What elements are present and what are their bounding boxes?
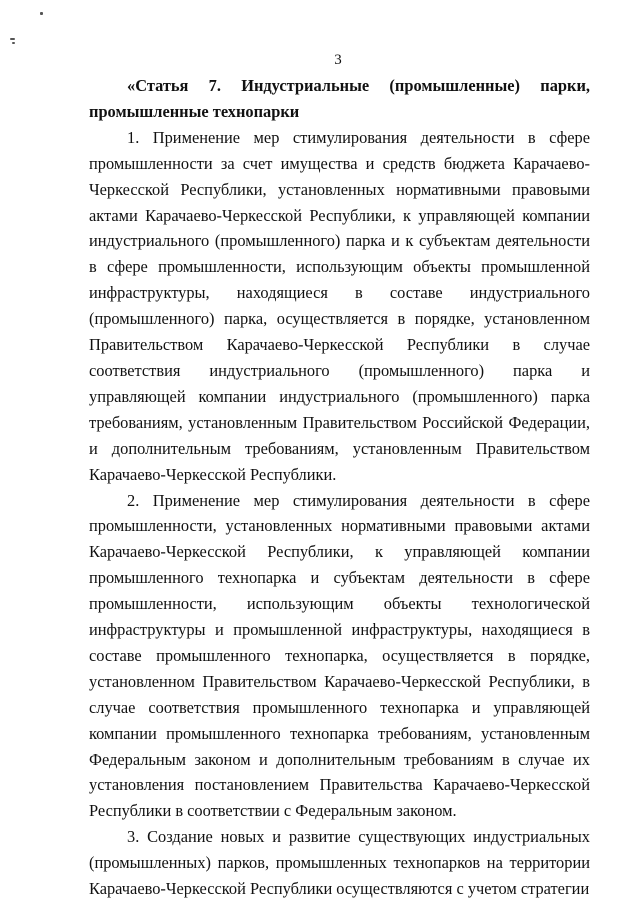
scan-artifact-dot: [40, 12, 43, 15]
document-body: [89, 73, 590, 902]
scan-artifact-mark: [12, 42, 15, 44]
paragraph-3: 3. Создание новых и развитие существующих индустриальных (промышленных) парков, промышленных технопарков на территории Карачаево-Черкесской Республики осуществляются с учетом стратегии: [89, 827, 590, 899]
scan-artifact-mark: [10, 38, 15, 40]
paragraph-1: 1. Применение мер стимулирования деятельности в сфере промышленности за счет имущества и средств бюджета Карачаево-Черкесской Республики, установленных нормативными правовыми актами Карачаево-Черкесской Республики, к управляющей компании индустриального (промышленного) парка и к субъектам деятельности в сфере промышленности, использующим объекты промышленной инфраструктуры, находящиеся в составе индустриального (промышленного) парка, осуществляется в порядке, установленном Правительством Карачаево-Черкесской Республики в случае соответствия индустриального (промышленного) парка и управляющей компании индустриального (промышленного) парка требованиям, установленным Правительством Российской Федерации, и дополнительным требованиям, установленным Правительством Карачаево-Черкесской Республики.: [89, 127, 590, 484]
page-number: 3: [334, 52, 342, 68]
paragraph-2: 2. Применение мер стимулирования деятельности в сфере промышленности, установленных нормативными правовыми актами Карачаево-Черкесской Республики, к управляющей компании промышленного технопарка и субъектам деятельности в сфере промышленности, использующим объекты технологической инфраструктуры и промышленной инфраструктуры, находящиеся в составе промышленного технопарка, осуществляется в порядке, установленном Правительством Карачаево-Черкесской Республики, в случае соответствия промышленного технопарка и управляющей компании промышленного технопарка требованиям, установленным Федеральным законом и дополнительным требованиям в случае их установления постановлением Правительства Карачаево-Черкесской Республики в соответствии с Федеральным законом.: [89, 490, 590, 821]
article-title: «Статья 7. Индустриальные (промышленные) парки, промышленные технопарки: [89, 76, 590, 121]
